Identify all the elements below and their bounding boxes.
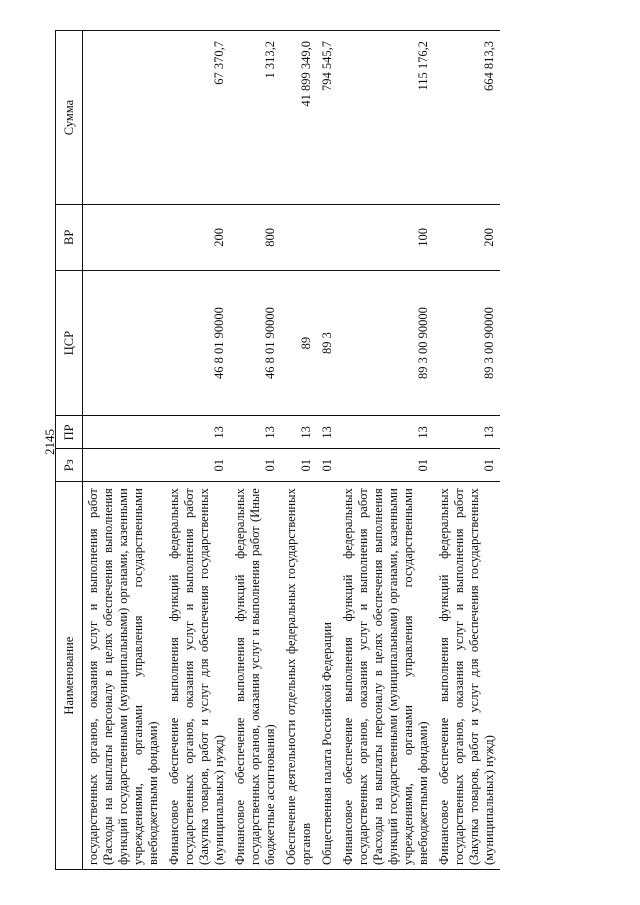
row-csr [83,270,165,416]
table-row [83,31,165,870]
row-csr: 89 3 [317,270,338,416]
rotated-table-container [55,30,610,870]
row-rz [83,449,165,482]
header-vr: ВР [56,204,83,270]
row-name: Обеспечение деятельности отдельных федеральных государственных органов [281,482,317,870]
row-csr: 89 3 00 90000 [434,270,500,416]
row-vr: 200 [164,204,230,270]
row-sum: 794 545,7 [317,31,338,205]
row-pr: 13 [338,416,434,449]
header-sum: Сумма [56,31,83,205]
page-number: 2145 [42,429,57,455]
header-name: Наименование [56,482,83,870]
row-name: Финансовое обеспечение выполнения функций федеральных государственных органов, оказания услуг и выполнения работ (Расходы на выплаты персоналу в целях обеспечения выполнения функций государственными (муниципальными) органами, казенными учреждениями, органами управления государственными внебюджетными фондами) [338,482,434,870]
table-row [281,31,317,870]
table-row [230,31,281,870]
row-sum: 41 899 349,0 [281,31,317,205]
row-name: Финансовое обеспечение выполнения функций федеральных государственных органов, оказания услуг и выполнения работ (Иные бюджетные ассигнования) [230,482,281,870]
table-header-row [56,31,83,870]
table-row [434,31,500,870]
document-body [55,0,610,905]
row-pr: 13 [317,416,338,449]
row-name: Финансовое обеспечение выполнения функций федеральных государственных органов, оказания услуг и выполнения работ (Закупка товаров, работ и услуг для обеспечения государственных (муниципальных) нужд) [434,482,500,870]
header-rz: Рз [56,449,83,482]
row-rz: 01 [434,449,500,482]
row-pr: 13 [281,416,317,449]
header-csr: ЦСР [56,270,83,416]
row-vr [281,204,317,270]
table-row [317,31,338,870]
row-pr [83,416,165,449]
table-body [83,31,501,870]
row-rz: 01 [164,449,230,482]
header-pr: ПР [56,416,83,449]
row-sum: 664 813,3 [434,31,500,205]
row-vr: 200 [434,204,500,270]
row-sum: 1 313,2 [230,31,281,205]
row-csr: 46 8 01 90000 [164,270,230,416]
row-vr: 800 [230,204,281,270]
row-pr: 13 [434,416,500,449]
row-pr: 13 [230,416,281,449]
table-row [338,31,434,870]
row-rz: 01 [230,449,281,482]
row-rz: 01 [317,449,338,482]
row-name: Общественная палата Российской Федерации [317,482,338,870]
row-csr: 46 8 01 90000 [230,270,281,416]
table-row [164,31,230,870]
row-name: Финансовое обеспечение выполнения функций федеральных государственных органов, оказания услуг и выполнения работ (Закупка товаров, работ и услуг для обеспечения государственных (муниципальных) нужд) [164,482,230,870]
row-name: государственных органов, оказания услуг и выполнения работ (Расходы на выплаты персоналу в целях обеспечения выполнения функций государственными (муниципальными) органами, казенными учреждениями, органами управления государственными внебюджетными фондами) [83,482,165,870]
row-csr: 89 3 00 90000 [338,270,434,416]
budget-table [55,30,500,870]
row-vr [83,204,165,270]
row-rz: 01 [281,449,317,482]
row-sum [83,31,165,205]
row-csr: 89 [281,270,317,416]
row-pr: 13 [164,416,230,449]
row-rz: 01 [338,449,434,482]
row-vr [317,204,338,270]
row-sum: 115 176,2 [338,31,434,205]
row-sum: 67 370,7 [164,31,230,205]
row-vr: 100 [338,204,434,270]
